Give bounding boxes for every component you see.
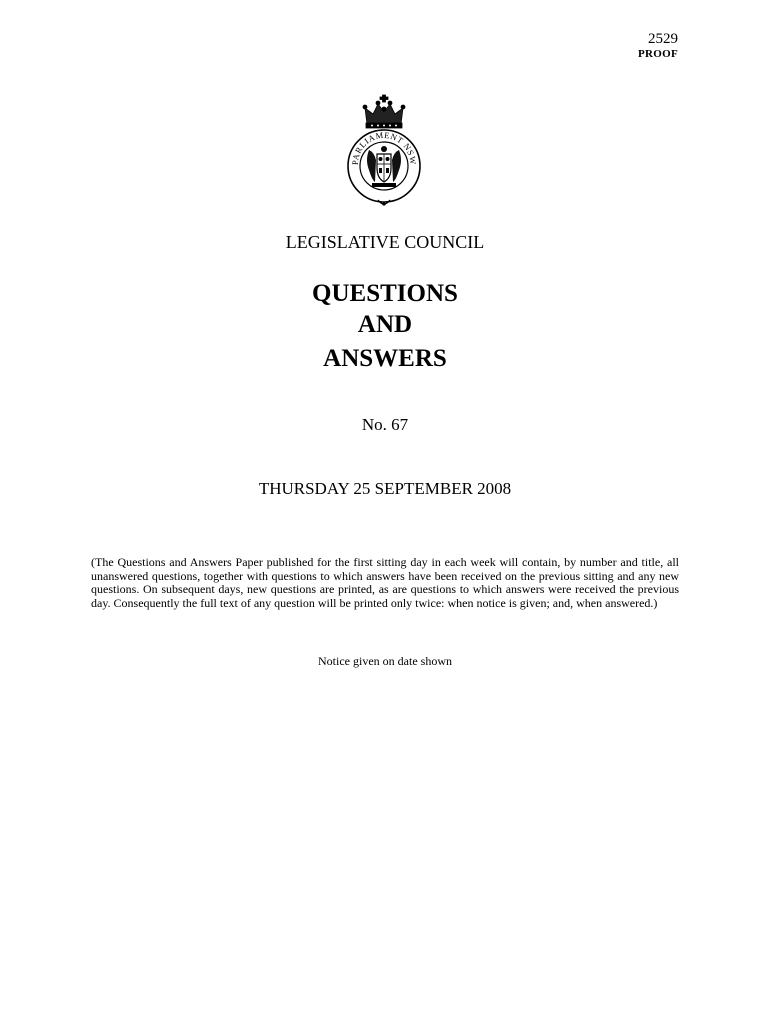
title-line-answers: ANSWERS: [323, 345, 447, 372]
title-line-and: AND: [357, 311, 413, 338]
sitting-date: THURSDAY 25 SEPTEMBER 2008: [258, 479, 512, 498]
chamber-heading: LEGISLATIVE COUNCIL: [285, 232, 485, 252]
explanatory-note: (The Questions and Answers Paper published for the first sitting day in each week will contain, by number and title, all unanswered questions, together with questions to which answers have been received on the previous sitting and any new questions. On subsequent days, new questions are printed, as are questions to which answers were received the previous day. Consequently the full text of any question will be printed only twice: when notice is given; and, when answered.): [91, 555, 679, 610]
parliament-nsw-crest-icon: [345, 94, 423, 208]
notice-caption: Notice given on date shown: [318, 654, 452, 668]
proof-label: PROOF: [638, 48, 678, 60]
svg-text:PARLIAMENT NSW: PARLIAMENT NSW: [349, 129, 419, 166]
issue-number: No. 67: [361, 415, 409, 434]
title-line-questions: QUESTIONS: [312, 280, 458, 307]
page-number: 2529: [648, 31, 678, 47]
